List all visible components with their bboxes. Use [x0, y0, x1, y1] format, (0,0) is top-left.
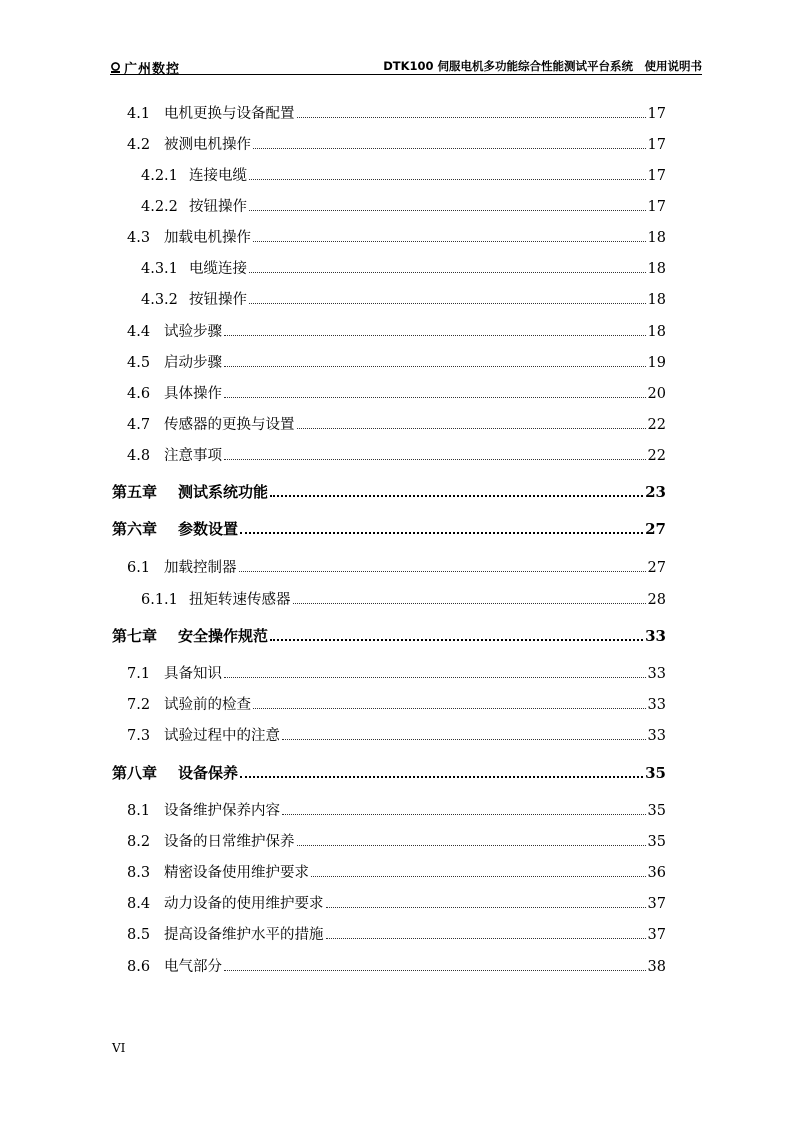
toc-entry[interactable] [127, 351, 666, 371]
toc-entry-title: 测试系统功能 [178, 483, 269, 501]
toc-chapter-entry[interactable] [112, 625, 666, 645]
toc-entry-number: 8.5 [127, 927, 151, 943]
gsk-logo-icon [110, 62, 121, 74]
toc-entry[interactable] [127, 955, 666, 975]
toc-entry-number: 4.2 [127, 137, 151, 153]
toc-entry-page: 22 [647, 448, 666, 464]
toc-entry-number: 4.8 [127, 448, 151, 464]
toc-entry[interactable] [141, 195, 666, 215]
dot-leader [270, 494, 643, 497]
toc-entry[interactable] [127, 320, 666, 340]
toc-entry-page: 35 [645, 764, 666, 782]
dot-leader [239, 570, 646, 572]
dot-leader [224, 396, 646, 398]
toc-entry[interactable] [127, 382, 666, 402]
toc-entry-page: 17 [647, 168, 666, 184]
toc-entry[interactable] [127, 693, 666, 713]
toc-entry-page: 23 [645, 483, 666, 501]
toc-entry-title: 扭矩转速传感器 [189, 592, 291, 608]
dot-leader [297, 427, 646, 429]
toc-entry[interactable] [141, 164, 666, 184]
toc-entry-number: 4.3 [127, 230, 151, 246]
document-title: DTK100 伺服电机多功能综合性能测试平台系统 使用说明书 [383, 59, 702, 73]
dot-leader [297, 844, 646, 846]
toc-entry-title: 启动步骤 [164, 355, 222, 371]
toc-entry-page: 35 [647, 803, 666, 819]
toc-entry-page: 33 [647, 697, 666, 713]
page-number: VI [112, 1041, 126, 1055]
toc-entry-title: 试验过程中的注意 [164, 728, 280, 744]
toc-entry-page: 20 [647, 386, 666, 402]
dot-leader [249, 209, 646, 211]
toc-entry-title: 安全操作规范 [178, 627, 269, 645]
dot-leader [224, 458, 646, 460]
toc-entry-title: 参数设置 [178, 520, 239, 538]
dot-leader [270, 638, 643, 641]
toc-entry-page: 33 [647, 666, 666, 682]
dot-leader [253, 147, 646, 149]
toc-entry[interactable] [127, 923, 666, 943]
toc-entry[interactable] [127, 724, 666, 744]
toc-entry-page: 17 [647, 137, 666, 153]
dot-leader [326, 937, 646, 939]
toc-entry-page: 18 [647, 261, 666, 277]
toc-entry-number: 第六章 [112, 520, 158, 538]
toc-entry-page: 35 [647, 834, 666, 850]
toc-entry[interactable] [127, 799, 666, 819]
toc-chapter-entry[interactable] [112, 481, 666, 501]
toc-entry-page: 27 [647, 560, 666, 576]
dot-leader [311, 875, 646, 877]
toc-entry-page: 38 [647, 959, 666, 975]
toc-entry[interactable] [141, 288, 666, 308]
toc-entry-number: 8.6 [127, 959, 151, 975]
toc-entry-number: 第八章 [112, 764, 158, 782]
dot-leader [282, 813, 646, 815]
toc-entry-title: 动力设备的使用维护要求 [164, 896, 324, 912]
logo-text: 广州数控 [124, 62, 181, 77]
toc-entry-number: 8.1 [127, 803, 151, 819]
dot-leader [224, 334, 646, 336]
toc-chapter-entry[interactable] [112, 762, 666, 782]
header-rule [110, 74, 702, 75]
toc-entry[interactable] [141, 257, 666, 277]
toc-entry[interactable] [127, 413, 666, 433]
toc-entry[interactable] [127, 444, 666, 464]
toc-entry-number: 4.6 [127, 386, 151, 402]
toc-entry[interactable] [127, 830, 666, 850]
toc-entry-page: 18 [647, 230, 666, 246]
dot-leader [240, 775, 643, 778]
toc-entry-title: 电气部分 [164, 959, 222, 975]
toc-entry-number: 7.2 [127, 697, 151, 713]
toc-entry-number: 8.3 [127, 865, 151, 881]
dot-leader [326, 906, 646, 908]
toc-entry-number: 4.3.2 [141, 292, 178, 308]
toc-entry-title: 设备保养 [178, 764, 239, 782]
toc-entry-title: 设备维护保养内容 [164, 803, 280, 819]
toc-entry-number: 第七章 [112, 627, 158, 645]
toc-entry-title: 连接电缆 [189, 168, 247, 184]
toc-entry[interactable] [127, 226, 666, 246]
toc-entry-title: 电缆连接 [189, 261, 247, 277]
toc-entry-page: 28 [647, 592, 666, 608]
toc-entry-title: 具备知识 [164, 666, 222, 682]
toc-entry-page: 19 [647, 355, 666, 371]
toc-entry-page: 36 [647, 865, 666, 881]
toc-entry-page: 18 [647, 324, 666, 340]
toc-entry-number: 7.1 [127, 666, 151, 682]
toc-entry-page: 33 [647, 728, 666, 744]
dot-leader [282, 738, 646, 740]
toc-entry-title: 电机更换与设备配置 [164, 106, 295, 122]
toc-entry-number: 4.5 [127, 355, 151, 371]
toc-entry-page: 17 [647, 199, 666, 215]
dot-leader [249, 178, 646, 180]
dot-leader [253, 707, 646, 709]
toc-entry-number: 7.3 [127, 728, 151, 744]
toc-entry-page: 17 [647, 106, 666, 122]
toc-entry[interactable] [127, 102, 666, 122]
toc-entry-page: 33 [645, 627, 666, 645]
toc-entry-number: 8.2 [127, 834, 151, 850]
dot-leader [293, 602, 646, 604]
toc-entry-number: 4.2.1 [141, 168, 178, 184]
dot-leader [253, 240, 646, 242]
toc-entry-title: 试验步骤 [164, 324, 222, 340]
toc-entry[interactable] [127, 861, 666, 881]
dot-leader [249, 302, 646, 304]
toc-entry-number: 第五章 [112, 483, 158, 501]
toc-entry[interactable] [127, 556, 666, 576]
dot-leader [224, 969, 646, 971]
toc-entry[interactable] [127, 133, 666, 153]
dot-leader [240, 531, 643, 534]
toc-entry-title: 加载控制器 [164, 560, 237, 576]
toc-entry-page: 37 [647, 896, 666, 912]
toc-entry[interactable] [127, 892, 666, 912]
toc-entry-number: 4.1 [127, 106, 151, 122]
toc-entry-page: 37 [647, 927, 666, 943]
toc-entry-number: 4.2.2 [141, 199, 178, 215]
toc-entry-title: 按钮操作 [189, 199, 247, 215]
toc-entry-title: 设备的日常维护保养 [164, 834, 295, 850]
toc-entry-number: 4.4 [127, 324, 151, 340]
toc-entry-title: 传感器的更换与设置 [164, 417, 295, 433]
toc-entry-title: 试验前的检查 [164, 697, 251, 713]
toc-entry-number: 4.7 [127, 417, 151, 433]
toc-entry[interactable] [141, 588, 666, 608]
toc-entry-page: 27 [645, 520, 666, 538]
toc-chapter-entry[interactable] [112, 518, 666, 538]
toc-entry-number: 6.1.1 [141, 592, 178, 608]
toc-entry-number: 8.4 [127, 896, 151, 912]
toc-entry[interactable] [127, 662, 666, 682]
toc-entry-title: 按钮操作 [189, 292, 247, 308]
dot-leader [224, 676, 646, 678]
toc-entry-page: 18 [647, 292, 666, 308]
toc-entry-title: 被测电机操作 [164, 137, 251, 153]
dot-leader [297, 116, 646, 118]
toc-entry-title: 提高设备维护水平的措施 [164, 927, 324, 943]
toc-entry-title: 加载电机操作 [164, 230, 251, 246]
dot-leader [224, 365, 646, 367]
dot-leader [249, 271, 646, 273]
toc-entry-title: 具体操作 [164, 386, 222, 402]
page-header [110, 56, 702, 76]
toc-entry-title: 注意事项 [164, 448, 222, 464]
toc-entry-title: 精密设备使用维护要求 [164, 865, 309, 881]
toc-entry-number: 6.1 [127, 560, 151, 576]
toc-entry-number: 4.3.1 [141, 261, 178, 277]
toc-entry-page: 22 [647, 417, 666, 433]
